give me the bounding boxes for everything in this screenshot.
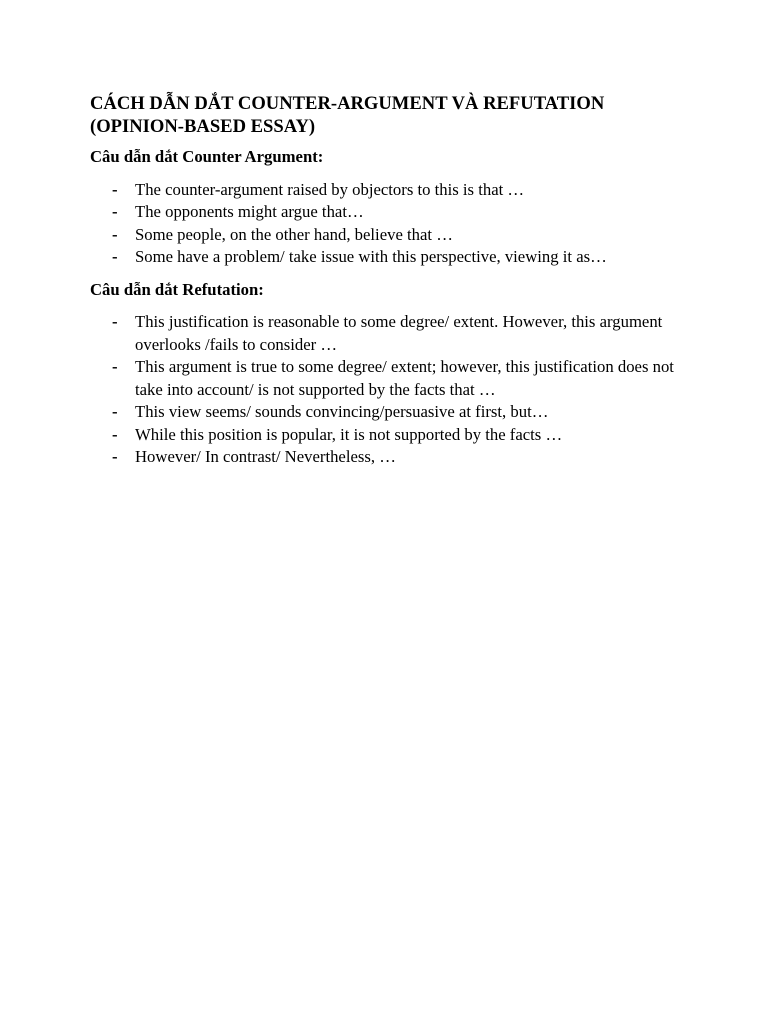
refutation-section (90, 279, 690, 469)
list-item-text: While this position is popular, it is not supported by the facts … (135, 424, 563, 444)
bullet-dash: - (112, 202, 118, 221)
bullet-dash: - (112, 357, 118, 376)
refutation-list (90, 311, 690, 469)
list-item (90, 424, 690, 447)
list-item-text: The opponents might argue that… (135, 202, 364, 221)
bullet-dash: - (112, 179, 118, 199)
list-item (90, 224, 690, 247)
document-title (90, 93, 690, 138)
bullet-dash: - (112, 402, 118, 421)
counter-argument-section (90, 146, 690, 269)
counter-argument-heading: Câu dẫn dắt Counter Argument: (90, 147, 324, 166)
list-item (90, 179, 690, 202)
refutation-heading: Câu dẫn dắt Refutation: (90, 279, 264, 299)
list-item (90, 246, 690, 269)
document-page (90, 93, 690, 479)
list-item-text: This argument is true to some degree/ extent; however, this justification does not take into account/ is not supported by the facts that … (135, 357, 674, 399)
bullet-dash: - (112, 312, 118, 331)
list-item-text: This justification is reasonable to some degree/ extent. However, this argument overlooks /fails to consider … (135, 312, 663, 354)
list-item (90, 311, 690, 356)
list-item (90, 356, 690, 401)
title-line-1: CÁCH DẪN DẮT COUNTER-ARGUMENT VÀ REFUTATION (90, 93, 605, 114)
bullet-dash: - (112, 424, 118, 444)
list-item (90, 201, 690, 224)
list-item-text: However/ In contrast/ Nevertheless, … (135, 447, 396, 466)
list-item-text: This view seems/ sounds convincing/persuasive at first, but… (135, 402, 549, 421)
bullet-dash: - (112, 247, 118, 266)
bullet-dash: - (112, 447, 118, 466)
bullet-dash: - (112, 224, 118, 244)
list-item-text: The counter-argument raised by objectors to this is that … (135, 179, 525, 199)
list-item (90, 401, 690, 424)
counter-argument-list (90, 179, 690, 269)
list-item-text: Some people, on the other hand, believe that … (135, 224, 453, 244)
list-item (90, 446, 690, 469)
title-line-2: (OPINION-BASED ESSAY) (90, 115, 316, 137)
list-item-text: Some have a problem/ take issue with this perspective, viewing it as… (135, 247, 607, 266)
